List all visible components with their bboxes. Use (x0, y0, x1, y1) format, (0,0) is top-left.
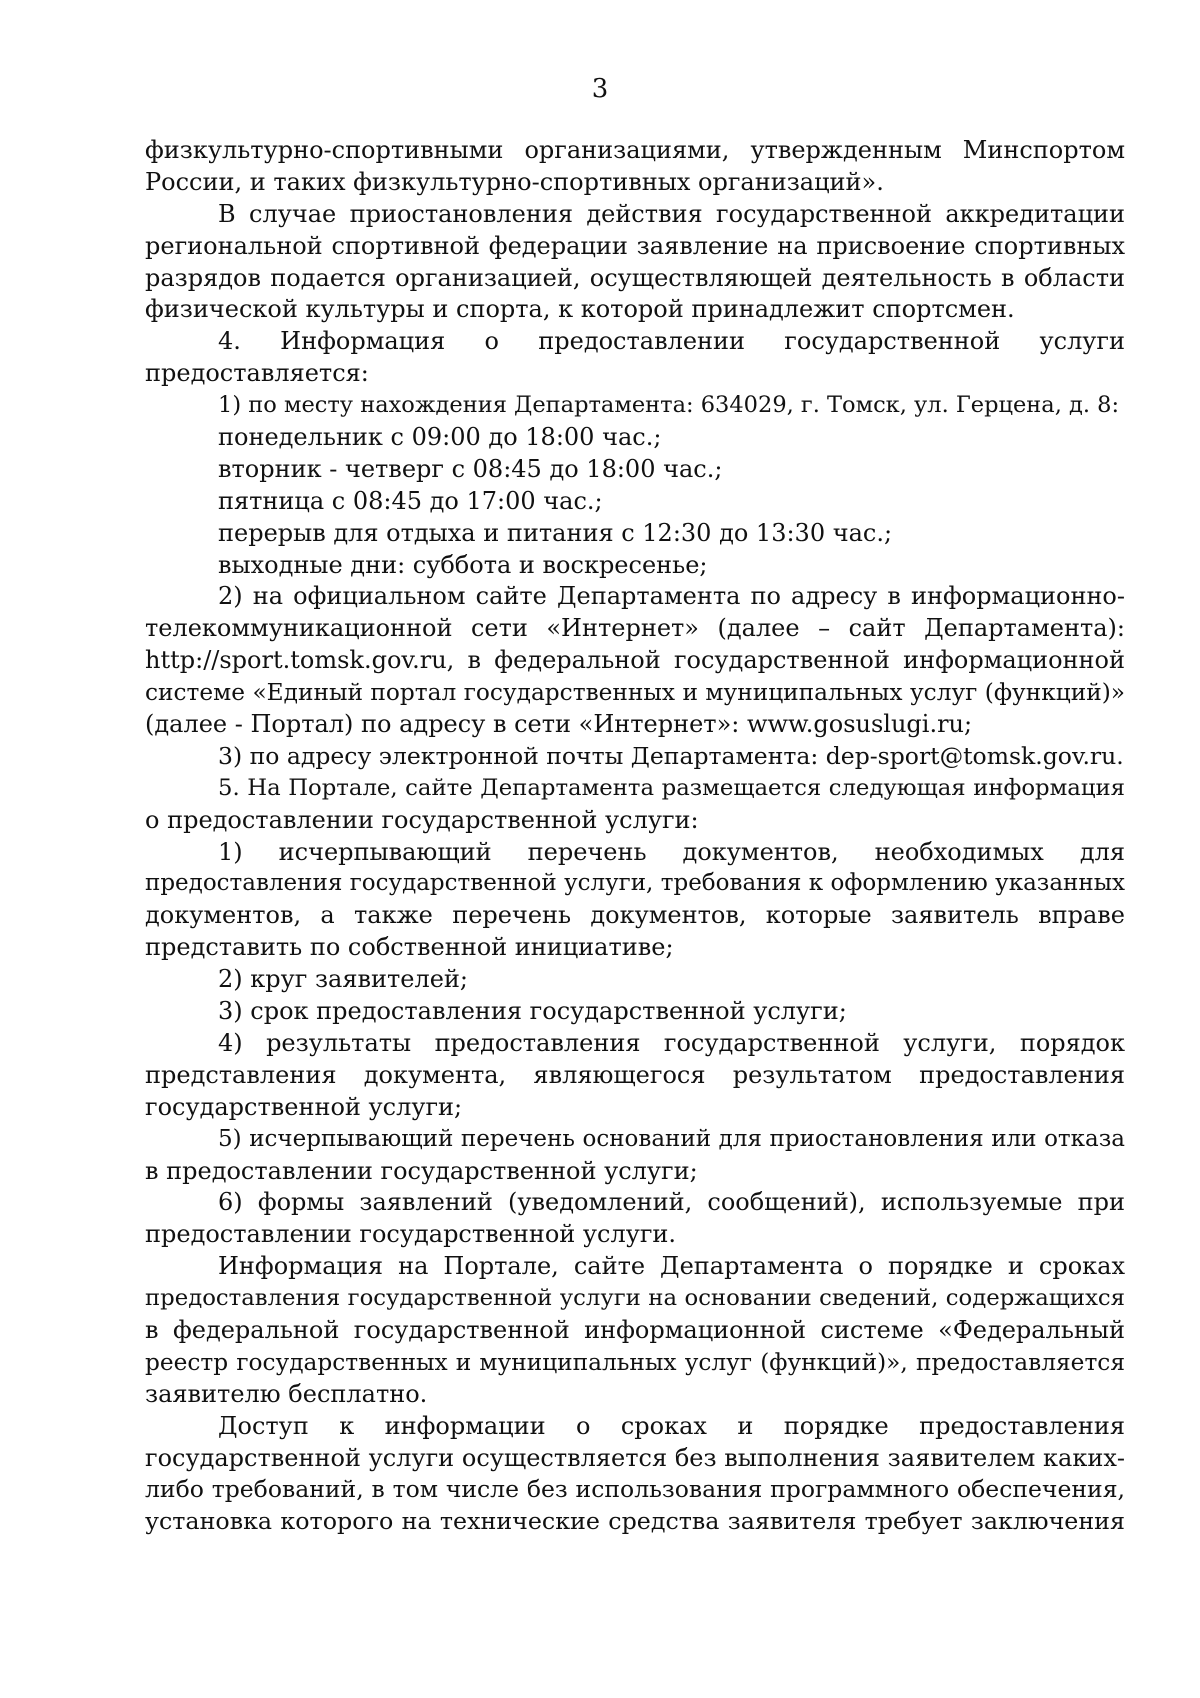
text-line: либо требований, в том числе без использования программного обеспечения, (145, 1475, 1125, 1504)
text-line: (далее - Портал) по адресу в сети «Интернет»: www.gosuslugi.ru; (145, 710, 973, 739)
text-line: Доступ к информации о сроках и порядке предоставления (218, 1411, 1125, 1440)
text-line: 6) формы заявлений (уведомлений, сообщений), используемые при (218, 1188, 1125, 1217)
text-line: физической культуры и спорта, к которой принадлежит спортсмен. (145, 295, 1015, 324)
text-line: государственной услуги осуществляется без выполнения заявителем каких- (145, 1443, 1125, 1472)
text-line: понедельник с 09:00 до 18:00 час.; (218, 423, 662, 452)
text-line: 2) на официальном сайте Департамента по адресу в информационно- (218, 582, 1125, 611)
text-line: 1) по месту нахождения Департамента: 634029, г. Томск, ул. Герцена, д. 8: (218, 392, 1120, 419)
document-body (145, 135, 1125, 1538)
text-line: перерыв для отдыха и питания с 12:30 до 13:30 час.; (218, 518, 893, 547)
text-line: государственной услуги; (145, 1092, 463, 1121)
text-line: 3) по адресу электронной почты Департамента: dep-sport@tomsk.gov.ru. (218, 741, 1124, 770)
text-line: 5. На Портале, сайте Департамента размещается следующая информация (218, 774, 1125, 801)
text-line: вторник - четверг с 08:45 до 18:00 час.; (218, 454, 723, 483)
text-line: 4) результаты предоставления государственной услуги, порядок (218, 1028, 1125, 1057)
text-line: телекоммуникационной сети «Интернет» (далее – сайт Департамента): (145, 614, 1125, 643)
text-line: России, и таких физкультурно-спортивных организаций». (145, 167, 884, 196)
text-line: реестр государственных и муниципальных услуг (функций)», предоставляется (145, 1348, 1125, 1376)
text-line: 5) исчерпывающий перечень оснований для приостановления или отказа (218, 1125, 1125, 1152)
text-line: 4. Информация о предоставлении государственной услуги (218, 327, 1125, 356)
text-line: http://sport.tomsk.gov.ru, в федеральной государственной информационной (145, 646, 1125, 675)
text-line: Информация на Портале, сайте Департамента о порядке и сроках (218, 1252, 1125, 1281)
text-line: 1) исчерпывающий перечень документов, необходимых для (218, 837, 1125, 866)
page-number: 3 (591, 74, 609, 104)
text-line: 3) срок предоставления государственной услуги; (218, 997, 847, 1026)
text-line: предоставления государственной услуги на основании сведений, содержащихся (145, 1285, 1125, 1312)
text-line: предоставления государственной услуги, требования к оформлению указанных (145, 870, 1125, 897)
text-line: представления документа, являющегося результатом предоставления (145, 1060, 1125, 1089)
text-line: выходные дни: суббота и воскресенье; (218, 550, 708, 579)
text-line: разрядов подается организацией, осуществляющей деятельность в области (145, 263, 1125, 292)
text-line: предоставляется: (145, 359, 369, 388)
text-line: заявителю бесплатно. (145, 1379, 428, 1408)
text-line: документов, а также перечень документов, которые заявитель вправе (145, 901, 1125, 930)
text-line: пятница с 08:45 до 17:00 час.; (218, 486, 603, 515)
text-line: установка которого на технические средства заявителя требует заключения (145, 1507, 1125, 1536)
text-line: физкультурно-спортивными организациями, утвержденным Минспортом (145, 136, 1125, 164)
text-line: о предоставлении государственной услуги: (145, 805, 699, 834)
text-line: В случае приостановления действия государственной аккредитации (218, 199, 1125, 228)
text-line: предоставлении государственной услуги. (145, 1220, 677, 1249)
text-line: в федеральной государственной информационной системе «Федеральный (145, 1315, 1125, 1344)
text-line: системе «Единый портал государственных и муниципальных услуг (функций)» (145, 679, 1125, 707)
text-line: в предоставлении государственной услуги; (145, 1156, 698, 1185)
text-line: 2) круг заявителей; (218, 965, 469, 994)
text-line: региональной спортивной федерации заявление на присвоение спортивных (145, 231, 1125, 260)
text-line: представить по собственной инициативе; (145, 933, 674, 962)
